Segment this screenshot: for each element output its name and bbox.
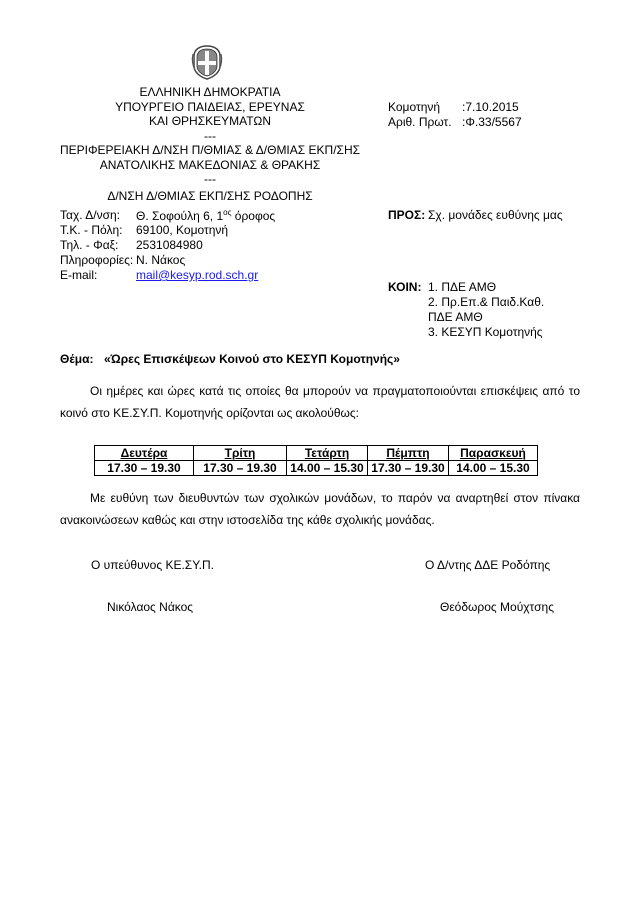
table-header-cell: Πέμπτη [368,446,449,461]
table-cell: 17.30 – 19.30 [95,461,194,476]
sender-header [50,85,370,203]
table-cell: 14.00 – 15.30 [287,461,368,476]
table-cell: 17.30 – 19.30 [194,461,287,476]
to-label: ΠΡΟΣ: [388,208,426,222]
subject-text: «Ώρες Επισκέψεων Κοινού στο ΚΕΣΥΠ Κομοτηνής» [104,352,400,366]
header-line: ΚΑΙ ΘΡΗΣΚΕΥΜΑΤΩΝ [149,114,271,128]
info-value: Ν. Νάκος [136,253,186,267]
table-header-cell: Παρασκευή [449,446,538,461]
protocol-label: Αριθ. Πρωτ. [388,115,452,129]
table-header-row [95,446,538,461]
table-cell: 17.30 – 19.30 [368,461,449,476]
phone-value: 2531084980 [136,238,203,252]
body-paragraph-2: Με ευθύνη των διευθυντών των σχολικών μονάδων, το παρόν να αναρτηθεί στον πίνακα ανακοινώσεων καθώς και στην ιστοσελίδα της κάθε σχολικής μονάδας. [60,491,580,527]
table-header-cell: Τετάρτη [287,446,368,461]
table-header-cell: Δευτέρα [95,446,194,461]
right-signatory-title: Ο Δ/ντης ΔΔΕ Ροδόπης [425,558,551,572]
cc-item: ΠΔΕ ΑΜΘ [428,310,483,324]
cc-label: ΚΟΙΝ: [388,280,422,294]
subject-label: Θέμα: [60,352,94,366]
address-value: Θ. Σοφούλη 6, $1^{o\varsigma}$ όροφος [136,208,276,223]
header-line: --- [204,172,216,186]
cc-item: 3. ΚΕΣΥΠ Κομοτηνής [428,325,543,339]
left-signatory-name: Νικόλαος Νάκος [107,600,194,614]
table-header-cell: Τρίτη [194,446,287,461]
header-line: ΥΠΟΥΡΓΕΙΟ ΠΑΙΔΕΙΑΣ, ΕΡΕΥΝΑΣ [115,99,305,114]
body-paragraph-1: Οι ημέρες και ώρες κατά τις οποίες θα μπορούν να πραγματοποιούνται επισκέψεις από το κοινό στο ΚΕ.ΣΥ.Π. Κομοτηνής ορίζονται ως ακολούθως: [60,384,580,420]
address-label: Ταχ. Δ/νση: [60,208,121,222]
header-line: Δ/ΝΣΗ Δ/ΘΜΙΑΣ ΕΚΠ/ΣΗΣ ΡΟΔΟΠΗΣ [107,188,313,203]
header-line: ΕΛΛΗΝΙΚΗ ΔΗΜΟΚΡΑΤΙΑ [139,85,281,99]
header-line: ΠΕΡΙΦΕΡΕΙΑΚΗ Δ/ΝΣΗ Π/ΘΜΙΑΣ & Δ/ΘΜΙΑΣ ΕΚΠ/ΣΗΣ [59,143,361,157]
date-value: :7.10.2015 [462,100,519,114]
right-signatory-name: Θεόδωρος Μούχτσης [440,600,554,614]
cc-item: 2. Πρ.Επ.& Παιδ.Καθ. [428,295,545,309]
left-signatory-title: Ο υπεύθυνος ΚΕ.ΣΥ.Π. [91,558,215,572]
to-value: Σχ. μονάδες ευθύνης μας [428,208,563,222]
protocol-value: :Φ.33/5567 [462,115,522,129]
email-label: E-mail: [60,268,98,282]
visiting-hours-table [94,445,538,476]
greek-coat-of-arms-emblem [189,44,225,80]
email-link[interactable]: mail@kesyp.rod.sch.gr [136,268,259,282]
phone-label: Τηλ. - Φαξ: [60,238,119,252]
table-cell: 14.00 – 15.30 [449,461,538,476]
postal-label: Τ.Κ. - Πόλη: [60,223,123,237]
info-label: Πληροφορίες: [60,253,134,267]
postal-value: 69100, Κομοτηνή [136,223,229,237]
place-label: Κομοτηνή [388,100,441,114]
table-row [95,461,538,476]
cc-item: 1. ΠΔΕ ΑΜΘ [428,280,497,294]
header-line: ΑΝΑΤΟΛΙΚΗΣ ΜΑΚΕΔΟΝΙΑΣ & ΘΡΑΚΗΣ [99,157,321,172]
header-line: --- [204,128,216,143]
